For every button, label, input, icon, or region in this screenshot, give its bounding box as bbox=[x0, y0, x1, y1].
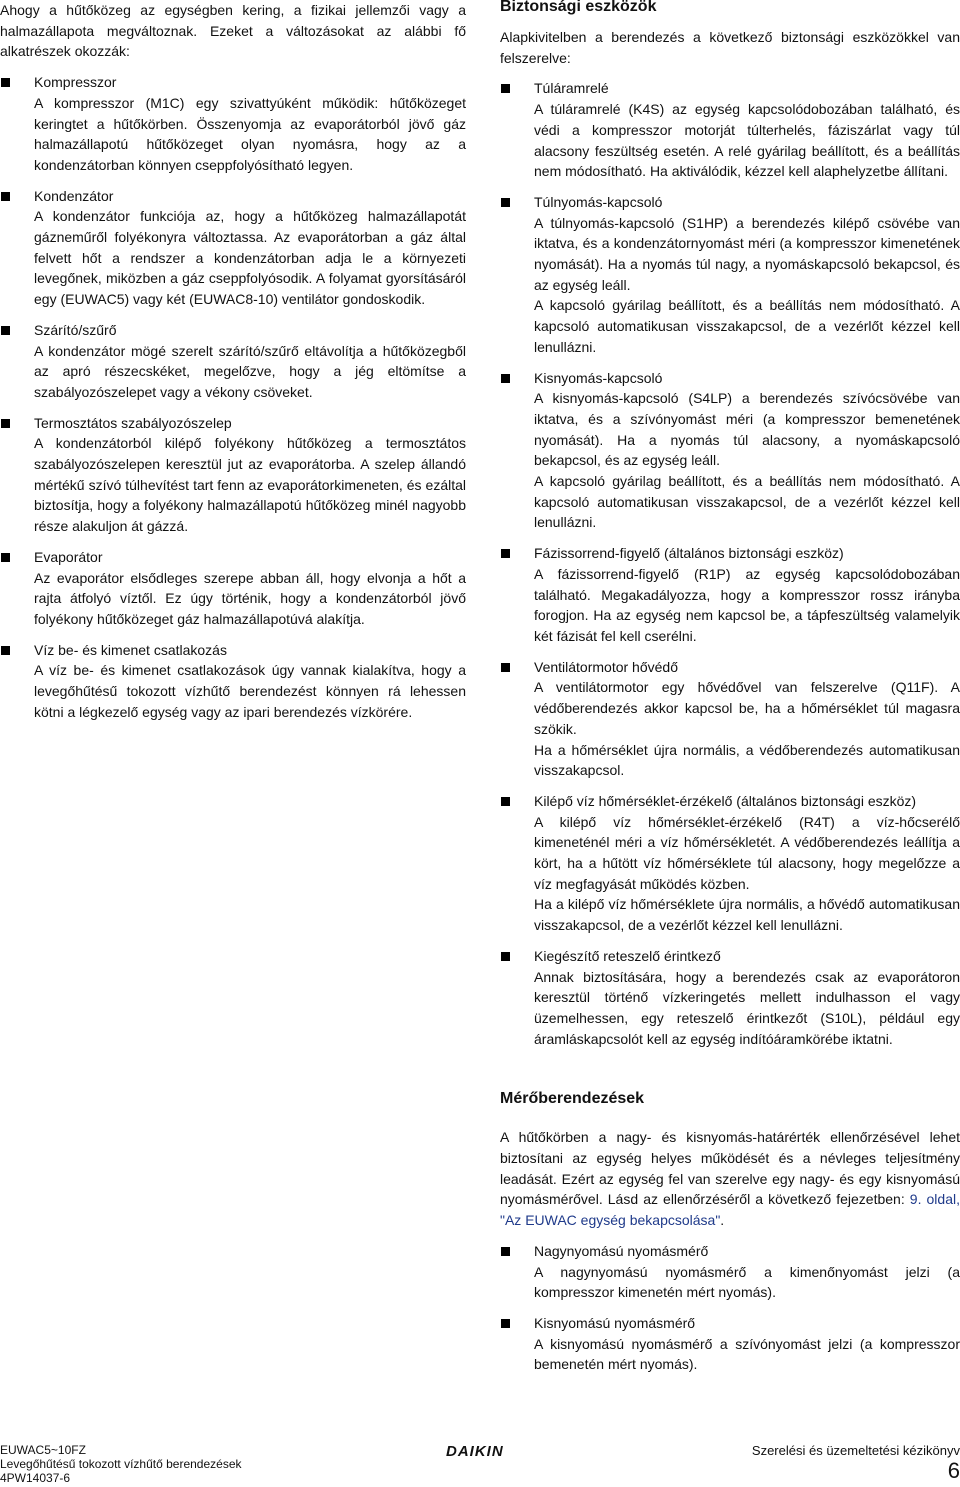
item-title: Szárító/szűrő bbox=[34, 321, 117, 338]
list-item bbox=[500, 78, 960, 182]
chapter-link[interactable]: 9. oldal, "Az EUWAC egység bekapcsolása" bbox=[500, 1191, 960, 1229]
item-title: Kisnyomás-kapcsoló bbox=[534, 369, 663, 386]
item-paragraph: A kapcsoló gyárilag beállított, és a beállítás nem módosítható. A kapcsoló automatikusan visszakapcsol, de a vezérlőt kézzel kell lenullázni. bbox=[534, 297, 960, 355]
item-title: Víz be- és kimenet csatlakozás bbox=[34, 641, 227, 658]
square-bullet-icon bbox=[501, 1319, 510, 1328]
square-bullet-icon bbox=[501, 84, 510, 93]
list-item bbox=[0, 186, 466, 310]
item-paragraph: A kilépő víz hőmérséklet-érzékelő (R4T) a víz-hőcserélő kimeneténél méri a víz hőmérsékletét. A védőberendezés leállítja a kört, ha a hűtött víz hőmérséklete túl alacsony, hogy megelőzze a víz megfagyását működés közben. bbox=[534, 813, 960, 892]
item-title: Kompresszor bbox=[34, 74, 117, 91]
footer-manual-title: Szerelési és üzemeltetési kézikönyv bbox=[751, 1443, 960, 1458]
item-title: Evaporátor bbox=[34, 548, 103, 565]
item-paragraph: A kondenzátor mögé szerelt szárító/szűrő eltávolítja a hűtőközegből az apró részecskéket, megelőzve, hogy a jég eltömítse a szabályozószelepet vagy a vékony csöveket. bbox=[34, 342, 466, 400]
footer-doc-code: 4PW14037-6 bbox=[0, 1471, 71, 1485]
measuring-intro-text: A hűtőkörben a nagy- és kisnyomás-határérték ellenőrzésével lehet biztosítani az egység helyes működését és a névleges teljesítmény leadását. Ezért az egység fel van szerelve egy nagy- és egy kisnyomású nyomásmérővel. Lásd az ellenőrzéséről a következő fejezetben: bbox=[500, 1129, 960, 1208]
square-bullet-icon bbox=[501, 1247, 510, 1256]
right-column bbox=[500, 0, 960, 1385]
item-paragraph: Annak biztosítására, hogy a berendezés csak az evaporátoron keresztül történő vízkeringetés mellett indulhasson el vagy üzemelhessen, egy reteszelő érintkezőt (S10L), például egy áramláskapcsolót kell az egység indítóáramkörébe iktatni. bbox=[534, 968, 960, 1047]
list-item bbox=[500, 1313, 960, 1375]
item-title: Túláramrelé bbox=[534, 80, 609, 97]
item-paragraph: Az evaporátor elsődleges szerepe abban áll, hogy elvonja a hőt a rajta átfolyó víztől. Ez úgy történik, hogy a kondenzátorból jövő folyékony hűtőközeget gáz halmazállapotúvá alakítja. bbox=[34, 569, 466, 627]
square-bullet-icon bbox=[501, 549, 510, 558]
item-paragraph: A ventilátormotor egy hővédővel van felszerelve (Q11F). A védőberendezés akkor kapcsol be, ha a hőmérséklet túl magasra szökik. bbox=[534, 679, 960, 737]
item-title: Kiegészítő reteszelő érintkező bbox=[534, 947, 721, 964]
list-item bbox=[0, 72, 466, 176]
square-bullet-icon bbox=[501, 663, 510, 672]
square-bullet-icon bbox=[1, 326, 10, 335]
item-title: Kisnyomású nyomásmérő bbox=[534, 1314, 696, 1331]
item-title: Fázissorrend-figyelő (általános biztonsági eszköz) bbox=[534, 545, 844, 562]
daikin-logo: DAIKIN bbox=[446, 1443, 504, 1460]
list-item bbox=[500, 1241, 960, 1303]
square-bullet-icon bbox=[501, 374, 510, 383]
measuring-intro bbox=[500, 1127, 960, 1231]
square-bullet-icon bbox=[501, 797, 510, 806]
safety-list bbox=[500, 78, 960, 1049]
list-item bbox=[500, 192, 960, 358]
list-item bbox=[0, 320, 466, 403]
square-bullet-icon bbox=[1, 553, 10, 562]
square-bullet-icon bbox=[1, 78, 10, 87]
footer-model: EUWAC5~10FZ bbox=[0, 1443, 86, 1457]
safety-heading: Biztonsági eszközök bbox=[500, 0, 657, 15]
list-item bbox=[0, 413, 466, 537]
item-title: Termosztátos szabályozószelep bbox=[34, 414, 232, 431]
list-item bbox=[0, 547, 466, 630]
left-column bbox=[0, 0, 466, 733]
item-paragraph: Ha a hőmérséklet újra normális, a védőberendezés automatikusan visszakapcsol. bbox=[534, 741, 960, 779]
item-paragraph: A túláramrelé (K4S) az egység kapcsolódobozában található, és védi a kompresszor motorját túlterhelés, fáziszárlat vagy túl alacsony feszültség esetén. A relé gyárilag beállított, és a beállítás nem módosítható. Ha aktiválódik, kézzel kell alaphelyzetbe állítani. bbox=[534, 101, 960, 180]
item-paragraph: A kisnyomás-kapcsoló (S4LP) a berendezés szívócsövébe van iktatva, és a szívónyomást méri (a kompresszor bemenetének nyomását). Ha a nyomás túl alacsony, a nyomáskapcsoló bekapcsol, és az egység leáll. bbox=[534, 390, 960, 469]
item-paragraph: A kondenzátorból kilépő folyékony hűtőközeg a termosztátos szabályozószelepen keresztül jut az evaporátorba. A szelep állandó mértékű szívó túlhevítést tart fenn az evaporátorkimeneten, és ezáltal biztosítja, hogy a folyékony halmazállapotú hűtőközeg minél nagyobb része alakuljon át gázzá. bbox=[34, 435, 466, 535]
square-bullet-icon bbox=[1, 646, 10, 655]
item-title: Nagynyomású nyomásmérő bbox=[534, 1242, 709, 1259]
measuring-heading: Mérőberendezések bbox=[500, 1090, 645, 1108]
safety-intro: Alapkivitelben a berendezés a következő biztonsági eszközökkel van felszerelve: bbox=[500, 29, 960, 66]
item-paragraph: A kondenzátor funkciója az, hogy a hűtőközeg halmazállapotát gázneműről folyékonyra változtassa. Az evaporátorban a gáz által felvett hőt a rendszer a kondenzátorban adja le a környezeti levegőnek, miközben a gáz cseppfolyósodik. A folyamat gyorsításáról egy (EUWAC5) vagy két (EUWAC8-10) ventilátor gondoskodik. bbox=[34, 208, 466, 308]
page-number: 6 bbox=[947, 1458, 960, 1483]
gauges-list bbox=[500, 1241, 960, 1375]
square-bullet-icon bbox=[501, 952, 510, 961]
item-paragraph: A kapcsoló gyárilag beállított, és a beállítás nem módosítható. A kapcsoló automatikusan visszakapcsol, de a vezérlőt kézzel kell lenullázni. bbox=[534, 473, 960, 531]
item-paragraph: Ha a kilépő víz hőmérséklete újra normális, a hővédő automatikusan visszakapcsol, de a vezérlőt kézzel kell lenullázni. bbox=[534, 896, 960, 934]
components-list bbox=[0, 72, 466, 722]
item-title: Kondenzátor bbox=[34, 187, 114, 204]
list-item bbox=[500, 791, 960, 936]
list-item bbox=[500, 946, 960, 1050]
page-footer bbox=[0, 1433, 960, 1487]
item-paragraph: A túlnyomás-kapcsoló (S1HP) a berendezés kilépő csövébe van iktatva, és a kondenzátornyomást méri (a kompresszor kimenetének nyomását). Ha a nyomás túl nagy, a nyomáskapcsoló bekapcsol, és az egység leáll. bbox=[534, 214, 960, 293]
item-paragraph: A kisnyomású nyomásmérő a szívónyomást jelzi (a kompresszor bemenetén mért nyomás). bbox=[534, 1335, 960, 1373]
item-paragraph: A nagynyomású nyomásmérő a kimenőnyomást jelzi (a kompresszor kimenetén mért nyomás). bbox=[534, 1263, 960, 1301]
list-item bbox=[500, 368, 960, 534]
item-title: Ventilátormotor hővédő bbox=[534, 658, 678, 675]
item-paragraph: A fázissorrend-figyelő (R1P) az egység kapcsolódobozában található. Megakadályozza, hogy a kompresszor rossz irányba forogjon. Ha az egység nem kapcsol be, a tápfeszültség valamelyik két fázisát fel kell cserélni. bbox=[534, 565, 960, 644]
item-title: Túlnyomás-kapcsoló bbox=[534, 193, 663, 210]
list-item bbox=[500, 657, 960, 781]
footer-left bbox=[0, 1443, 242, 1485]
measuring-intro-end: . bbox=[720, 1212, 725, 1229]
square-bullet-icon bbox=[501, 198, 510, 207]
left-intro: Ahogy a hűtőközeg az egységben kering, a fizikai jellemzői vagy a halmazállapota megváltoznak. Ezeket a változásokat az alábbi fő alkatrészek okozzák: bbox=[0, 2, 466, 60]
item-paragraph: A kompresszor (M1C) egy szivattyúként működik: hűtőközeget keringtet a hűtőkörben. Összenyomja az evaporátorból jövő gáz halmazállapotú hűtőközeget olyan nyomásra, hogy az a kondenzátorban könnyen cseppfolyósítható legyen. bbox=[34, 94, 466, 173]
square-bullet-icon bbox=[1, 419, 10, 428]
list-item bbox=[0, 640, 466, 723]
list-item bbox=[500, 543, 960, 647]
square-bullet-icon bbox=[1, 192, 10, 201]
item-title: Kilépő víz hőmérséklet-érzékelő (általános biztonsági eszköz) bbox=[534, 792, 917, 809]
item-paragraph: A víz be- és kimenet csatlakozások úgy vannak kialakítva, hogy a levegőhűtésű tokozott vízhűtő berendezést könnyen rá lehessen kötni a légkezelő egység vagy az ipari berendezés vízkörére. bbox=[34, 662, 466, 720]
footer-product: Levegőhűtésű tokozott vízhűtő berendezések bbox=[0, 1457, 242, 1471]
